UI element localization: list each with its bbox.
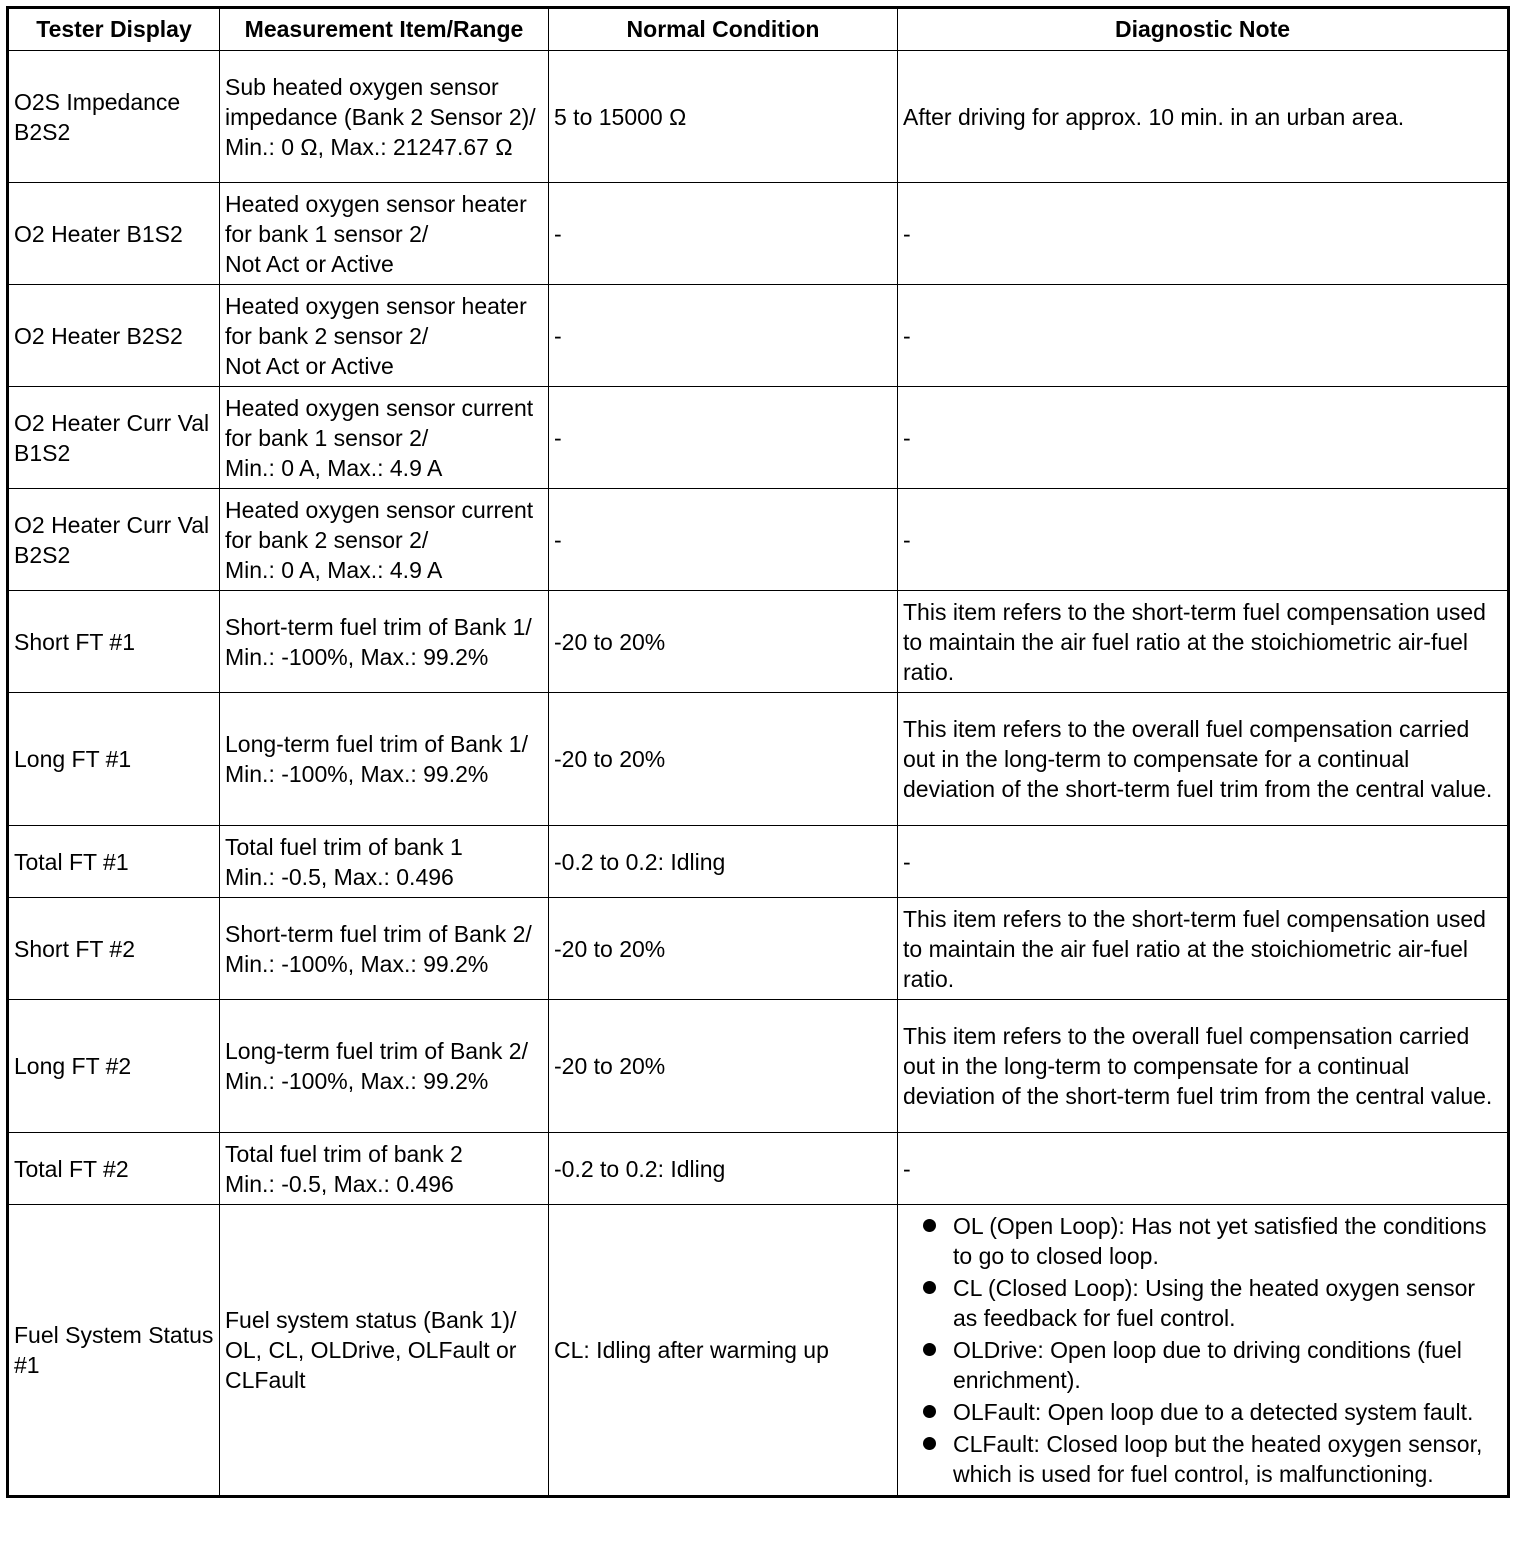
diagnostic-note-cell: [898, 1205, 1509, 1497]
diagnostic-note-cell: -: [898, 1133, 1509, 1205]
diagnostic-note-cell: -: [898, 826, 1509, 898]
tester-display-cell: O2 Heater B2S2: [8, 285, 220, 387]
tester-display-cell: O2 Heater Curr Val B2S2: [8, 489, 220, 591]
list-item: OLFault: Open loop due to a detected system fault.: [953, 1397, 1502, 1427]
tester-display-cell: Long FT #1: [8, 693, 220, 826]
tester-display-cell: O2 Heater Curr Val B1S2: [8, 387, 220, 489]
list-item: CLFault: Closed loop but the heated oxygen sensor, which is used for fuel control, is malfunctioning.: [953, 1429, 1502, 1489]
measurement-cell: Heated oxygen sensor heater for bank 2 sensor 2/ Not Act or Active: [220, 285, 549, 387]
diagnostic-note-cell: This item refers to the short-term fuel compensation used to maintain the air fuel ratio at the stoichiometric air-fuel ratio.: [898, 591, 1509, 693]
diagnostic-note-cell: -: [898, 387, 1509, 489]
tester-display-cell: Fuel System Status #1: [8, 1205, 220, 1497]
normal-condition-cell: -20 to 20%: [549, 1000, 898, 1133]
table-row: [8, 591, 1509, 693]
bullet-icon: [923, 1281, 936, 1294]
measurement-cell: Total fuel trim of bank 1 Min.: -0.5, Max.: 0.496: [220, 826, 549, 898]
measurement-cell: Long-term fuel trim of Bank 2/ Min.: -100%, Max.: 99.2%: [220, 1000, 549, 1133]
table-row: [8, 387, 1509, 489]
table-row: [8, 1205, 1509, 1497]
table-row: [8, 898, 1509, 1000]
normal-condition-cell: 5 to 15000 Ω: [549, 51, 898, 183]
diagnostic-note-cell: -: [898, 183, 1509, 285]
tester-display-cell: O2 Heater B1S2: [8, 183, 220, 285]
diagnostic-note-cell: -: [898, 285, 1509, 387]
header-measurement-item: Measurement Item/Range: [220, 8, 549, 51]
measurement-cell: Short-term fuel trim of Bank 1/ Min.: -100%, Max.: 99.2%: [220, 591, 549, 693]
header-tester-display: Tester Display: [8, 8, 220, 51]
measurement-cell: Heated oxygen sensor current for bank 2 sensor 2/ Min.: 0 A, Max.: 4.9 A: [220, 489, 549, 591]
normal-condition-cell: -: [549, 387, 898, 489]
diagnostic-note-cell: This item refers to the short-term fuel compensation used to maintain the air fuel ratio at the stoichiometric air-fuel ratio.: [898, 898, 1509, 1000]
measurement-cell: Long-term fuel trim of Bank 1/ Min.: -100%, Max.: 99.2%: [220, 693, 549, 826]
header-diagnostic-note: Diagnostic Note: [898, 8, 1509, 51]
tester-display-cell: Short FT #1: [8, 591, 220, 693]
fuel-status-bullet-list: [903, 1211, 1502, 1489]
header-normal-condition: Normal Condition: [549, 8, 898, 51]
normal-condition-cell: -0.2 to 0.2: Idling: [549, 826, 898, 898]
measurement-cell: Sub heated oxygen sensor impedance (Bank 2 Sensor 2)/ Min.: 0 Ω, Max.: 21247.67 Ω: [220, 51, 549, 183]
table-row: [8, 51, 1509, 183]
tester-display-cell: Total FT #1: [8, 826, 220, 898]
list-item: OLDrive: Open loop due to driving conditions (fuel enrichment).: [953, 1335, 1502, 1395]
table-row: [8, 826, 1509, 898]
normal-condition-cell: -: [549, 489, 898, 591]
data-list-table: [6, 6, 1510, 1498]
tester-display-cell: Total FT #2: [8, 1133, 220, 1205]
bullet-icon: [923, 1437, 936, 1450]
normal-condition-cell: -20 to 20%: [549, 591, 898, 693]
table-row: [8, 693, 1509, 826]
measurement-cell: Fuel system status (Bank 1)/ OL, CL, OLDrive, OLFault or CLFault: [220, 1205, 549, 1497]
table-row: [8, 489, 1509, 591]
diagnostic-note-cell: After driving for approx. 10 min. in an urban area.: [898, 51, 1509, 183]
table-row: [8, 183, 1509, 285]
tester-display-cell: O2S Impedance B2S2: [8, 51, 220, 183]
diagnostic-note-cell: This item refers to the overall fuel compensation carried out in the long-term to compensate for a continual deviation of the short-term fuel trim from the central value.: [898, 1000, 1509, 1133]
list-item: OL (Open Loop): Has not yet satisfied the conditions to go to closed loop.: [953, 1211, 1502, 1271]
tester-display-cell: Short FT #2: [8, 898, 220, 1000]
normal-condition-cell: -: [549, 183, 898, 285]
diagnostic-note-cell: This item refers to the overall fuel compensation carried out in the long-term to compensate for a continual deviation of the short-term fuel trim from the central value.: [898, 693, 1509, 826]
measurement-cell: Heated oxygen sensor current for bank 1 sensor 2/ Min.: 0 A, Max.: 4.9 A: [220, 387, 549, 489]
tester-display-cell: Long FT #2: [8, 1000, 220, 1133]
bullet-icon: [923, 1343, 936, 1356]
diagnostic-note-cell: -: [898, 489, 1509, 591]
normal-condition-cell: CL: Idling after warming up: [549, 1205, 898, 1497]
table-row: [8, 1000, 1509, 1133]
table-row: [8, 285, 1509, 387]
normal-condition-cell: -: [549, 285, 898, 387]
table-row: [8, 1133, 1509, 1205]
measurement-cell: Heated oxygen sensor heater for bank 1 sensor 2/ Not Act or Active: [220, 183, 549, 285]
normal-condition-cell: -20 to 20%: [549, 898, 898, 1000]
measurement-cell: Total fuel trim of bank 2 Min.: -0.5, Max.: 0.496: [220, 1133, 549, 1205]
bullet-icon: [923, 1219, 936, 1232]
list-item: CL (Closed Loop): Using the heated oxygen sensor as feedback for fuel control.: [953, 1273, 1502, 1333]
bullet-icon: [923, 1405, 936, 1418]
normal-condition-cell: -20 to 20%: [549, 693, 898, 826]
measurement-cell: Short-term fuel trim of Bank 2/ Min.: -100%, Max.: 99.2%: [220, 898, 549, 1000]
normal-condition-cell: -0.2 to 0.2: Idling: [549, 1133, 898, 1205]
table-header-row: [8, 8, 1509, 51]
